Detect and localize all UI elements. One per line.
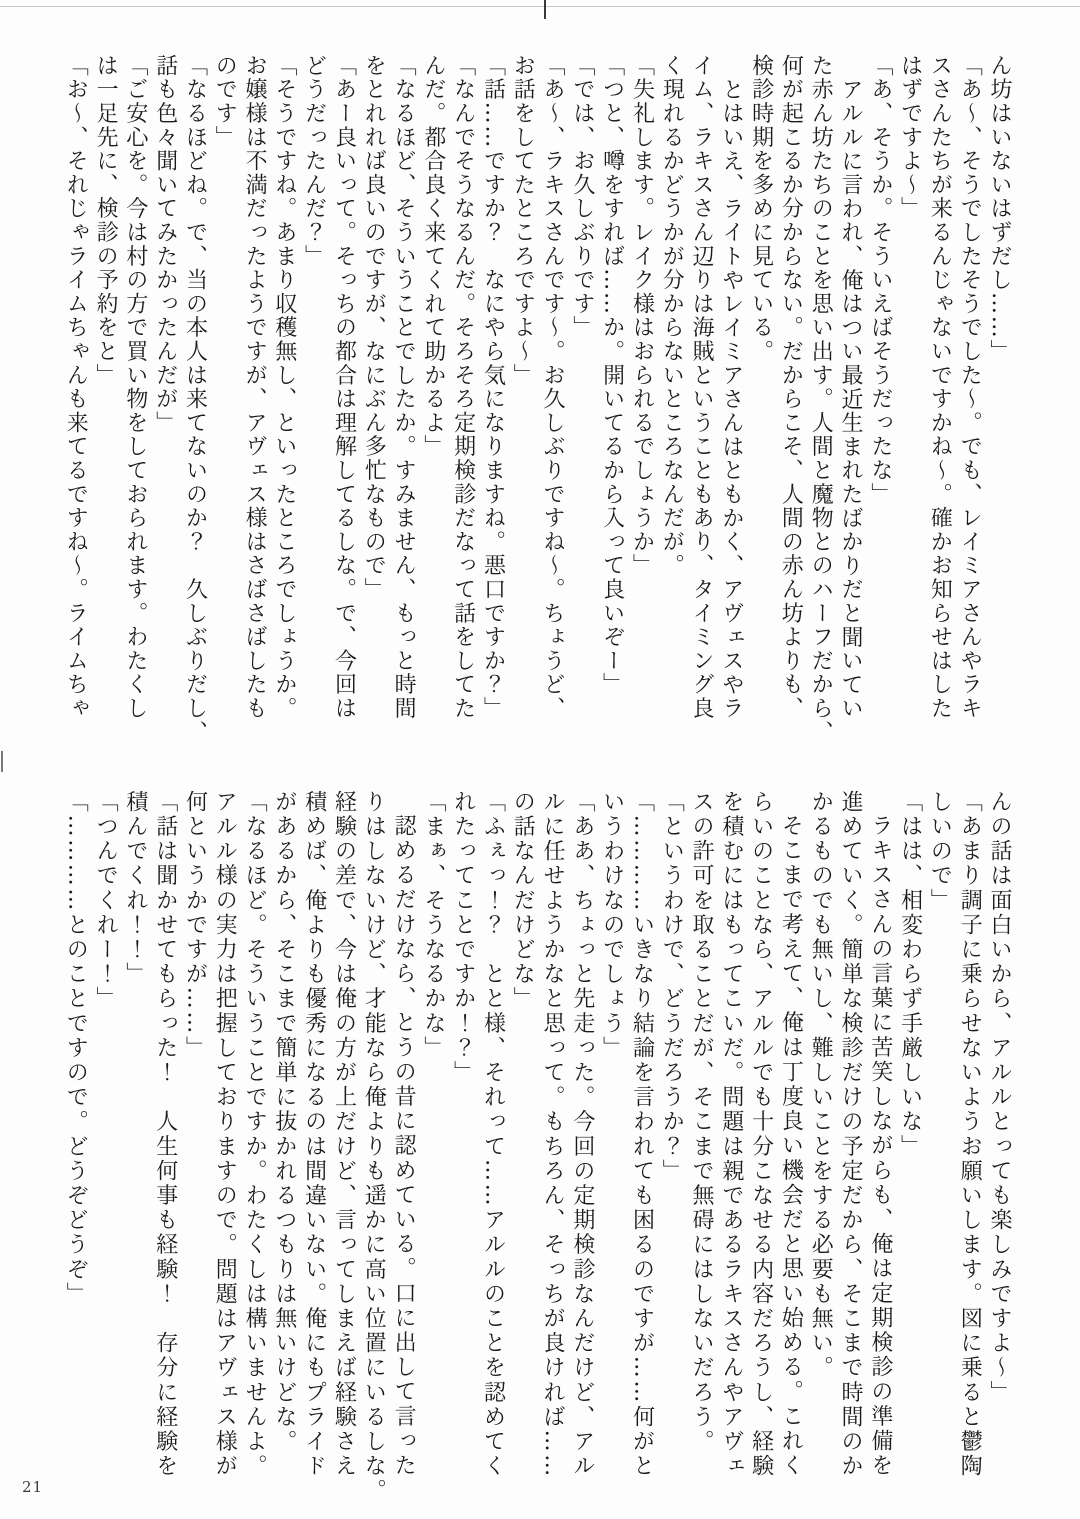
text-column: た赤ん坊たちのことを思い出す。人間と魔物とのハーフだから、 <box>808 54 834 745</box>
text-column: 「話は聞かせてもらった！ 人生何事も経験！ 存分に経験を <box>152 790 178 1479</box>
text-column: をとれれば良いのですが、なにぶん多忙なもので」 <box>361 54 387 602</box>
text-column: 検診時期を多めに見ている。 <box>748 54 774 364</box>
text-column: 積んでくれ！！」 <box>122 790 148 987</box>
text-column: いうわけなのでしょう」 <box>599 790 625 1061</box>
text-column: お嬢様は不満だったようですが、アヴェス様はさばさばしたも <box>242 54 268 721</box>
text-column: は一足先に、検診の予約をと」 <box>93 54 119 388</box>
text-block-bottom <box>60 790 1014 1508</box>
text-column: りはしないけど、才能なら俺よりも遥かに高い位置にいるしな。 <box>361 790 387 1504</box>
text-column: 「なるほどね。で、当の本人は来てないのか？ 久しぶりだし、 <box>182 54 208 745</box>
text-column: のです」 <box>212 54 238 150</box>
text-column: 「では、お久しぶりです」 <box>569 54 595 340</box>
text-column: れたってことですか！？」 <box>450 790 476 1086</box>
text-column: 積めば、俺よりも優秀になるのは間違いない。俺にもプライド <box>301 790 327 1479</box>
center-trim-mark <box>544 0 546 19</box>
text-column: 「失礼します。レイク様はおられるでしょうか」 <box>629 54 655 578</box>
text-column: スさんたちが来るんじゃないですかね〜。確かお知らせはした <box>927 54 953 721</box>
text-column: しいので」 <box>927 790 953 913</box>
text-column: とはいえ、ライトやレイミアさんはともかく、アヴェスやラ <box>718 78 744 721</box>
text-column: 「つんでくれー！」 <box>93 790 119 1012</box>
text-column: 「まぁ、そうなるかな」 <box>420 790 446 1061</box>
text-column: んの話は面白いから、アルルとっても楽しみですよ〜」 <box>987 790 1012 1405</box>
text-column: を積むにはもってこいだ。問題は親であるラキスさんやアヴェ <box>718 790 744 1479</box>
text-column: ん坊はいないはずだし……」 <box>987 54 1012 364</box>
text-column: 認めるだけなら、とうの昔に認めている。口に出して言った <box>391 814 417 1479</box>
text-column: ラキスさんの言葉に苦笑しながらも、俺は定期検診の準備を <box>867 814 893 1479</box>
text-block-top <box>60 54 1014 748</box>
text-column: 「なるほど、そういうことでしたか。すみません、もっと時間 <box>391 54 417 721</box>
text-column: 「つと、噂をすれば……か。開いてるから入って良いぞー」 <box>599 54 625 697</box>
text-column: んだ。都合良く来てくれて助かるよ」 <box>420 54 446 459</box>
text-column: 何というかですが……」 <box>182 790 208 1061</box>
text-column: らいのことなら、アルルでも十分こなせる内容だろうし、経験 <box>748 790 774 1479</box>
text-column: 「話……ですか？ なにやら気になりますね。悪口ですか？」 <box>480 54 506 721</box>
text-column: そこまで考えて、俺は丁度良い機会だと思い始める。これく <box>778 814 804 1479</box>
text-column: 「なるほど。そういうことですか。わたくしは構いませんよ。 <box>242 790 268 1479</box>
text-column: かるものでも無いし、難しいことをする必要も無い。 <box>808 790 834 1381</box>
text-column: 「あ〜、ラキスさんです〜。お久しぶりですね〜。ちょうど、 <box>540 54 566 721</box>
text-column: 「ああ、ちょっと先走った。今回の定期検診なんだけど、アル <box>569 790 595 1479</box>
text-column: はずですよ〜」 <box>897 54 923 221</box>
text-column: 「お〜、それじゃライムちゃんも来てるですね〜。ライムちゃ <box>63 54 89 721</box>
text-column: 「あー良いって。そっちの都合は理解してるしな。で、今回は <box>331 54 357 721</box>
text-column: 進めていく。簡単な検診だけの予定だから、そこまで時間のか <box>838 790 864 1479</box>
text-column: ルに任せようかなと思って。もちろん、そっちが良ければ…… <box>540 790 566 1479</box>
text-column: 「あ〜、そうでしたそうでした〜。でも、レイミアさんやラキ <box>957 54 983 721</box>
text-column: 「ご安心を。今は村の方で買い物をしておられます。わたくし <box>122 54 148 721</box>
text-column: アルル様の実力は把握しておりますので。問題はアヴェス様が <box>212 790 238 1479</box>
text-column: 「ふぇっ！？ とと様、それって……アルルのことを認めてく <box>480 790 506 1479</box>
text-column: 話も色々聞いてみたかったんだが」 <box>152 54 178 435</box>
top-rule <box>0 6 1080 7</box>
text-column: 「あ、そうか。そういえばそうだったな」 <box>867 54 893 507</box>
text-column: スの許可を取ることだが、そこまで無碍にはしないだろう。 <box>689 790 715 1455</box>
text-column: どうだったんだ？」 <box>301 54 327 269</box>
text-column: 「…………とのことですので。どうぞどうぞ」 <box>63 790 89 1307</box>
text-column: 「というわけで、どうだろうか？」 <box>659 790 685 1184</box>
text-column: 「そうですね。あまり収穫無し、といったところでしょうか。 <box>271 54 297 721</box>
text-column: 「あまり調子に乗らせないようお願いします。図に乗ると鬱陶 <box>957 790 983 1479</box>
text-column: イム、ラキスさん辺りは海賊ということもあり、タイミング良 <box>689 54 715 721</box>
text-column: があるから、そこまで簡単に抜かれるつもりは無いけどな。 <box>271 790 297 1455</box>
text-column: お話をしてたところですよ〜」 <box>510 54 536 388</box>
text-column: アルルに言われ、俺はつい最近生まれたばかりだと聞いてい <box>838 78 864 721</box>
text-column: の話なんだけどな」 <box>510 790 536 1012</box>
text-column: 「はは、相変わらず手厳しいな」 <box>897 790 923 1159</box>
left-fold-mark <box>1 751 3 772</box>
text-column: 「…………いきなり結論を言われても困るのですが……何がと <box>629 790 655 1479</box>
text-column: 「なんでそうなるんだ。そろそろ定期検診だなって話をしてた <box>450 54 476 721</box>
text-column: 経験の差で、今は俺の方が上だけど、言ってしまえば経験さえ <box>331 790 357 1479</box>
text-column: 何が起こるか分からない。だからこそ、人間の赤ん坊よりも、 <box>778 54 804 721</box>
page-number: 21 <box>22 1478 44 1496</box>
text-column: く現れるかどうかが分からないところなんだが。 <box>659 54 685 578</box>
